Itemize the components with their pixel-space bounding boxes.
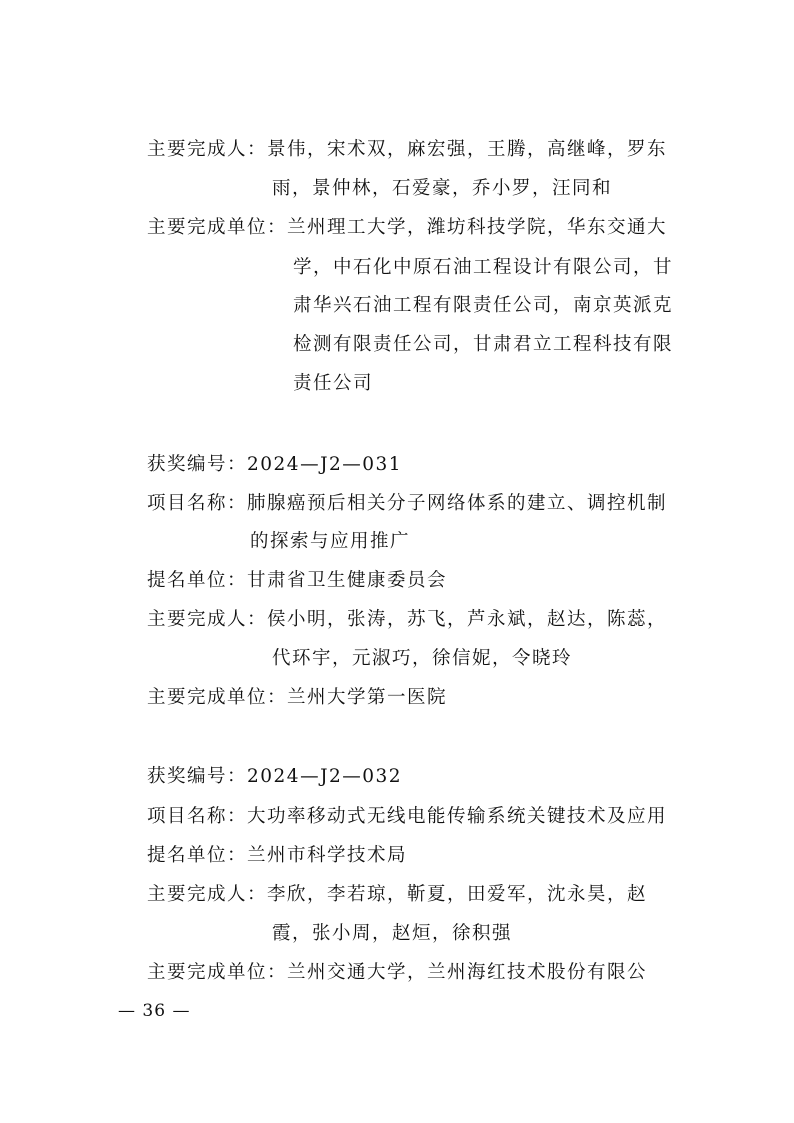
main-contributors-line-2: 霞，张小周，赵烜，徐积强: [272, 923, 513, 944]
project-name-line-2: 的探索与应用推广: [250, 531, 411, 552]
main-contributors-line-2: 雨，景仲林，石爱豪，乔小罗，汪同和: [272, 178, 613, 199]
main-units-line-3: 肃华兴石油工程有限责任公司，南京英派克: [293, 295, 674, 316]
main-units-line-1: 主要完成单位：兰州大学第一医院: [147, 687, 448, 708]
main-contributors-line-1: 主要完成人：景伟，宋术双，麻宏强，王腾，高继峰，罗东: [147, 139, 668, 160]
project-name-line-1: 项目名称：大功率移动式无线电能传输系统关键技术及应用: [147, 806, 668, 827]
main-contributors-line-1: 主要完成人：李欣，李若琼，靳夏，田爱军，沈永昊，赵: [147, 884, 648, 905]
main-contributors-line-1: 主要完成人：侯小明，张涛，苏飞，芦永斌，赵达，陈蕊，: [147, 609, 668, 630]
nominating-unit: 提名单位：甘肃省卫生健康委员会: [147, 570, 448, 591]
main-units-line-2: 学，中石化中原石油工程设计有限公司，甘: [293, 257, 674, 278]
project-name-line-1: 项目名称：肺腺癌预后相关分子网络体系的建立、调控机制: [147, 493, 668, 514]
main-contributors-line-2: 代环宇，元淑巧，徐信妮，令晓玲: [272, 648, 573, 669]
nominating-unit: 提名单位：兰州市科学技术局: [147, 845, 408, 866]
award-number: 获奖编号：2024—J2—032: [147, 766, 403, 787]
main-units-line-5: 责任公司: [293, 373, 374, 394]
award-number: 获奖编号：2024—J2—031: [147, 454, 403, 475]
main-units-line-1: 主要完成单位：兰州交通大学，兰州海红技术股份有限公: [147, 962, 648, 983]
main-units-line-1: 主要完成单位：兰州理工大学，潍坊科技学院，华东交通大: [147, 217, 668, 238]
page-number: — 36 —: [118, 1001, 191, 1021]
main-units-line-4: 检测有限责任公司，甘肃君立工程科技有限: [293, 334, 674, 355]
